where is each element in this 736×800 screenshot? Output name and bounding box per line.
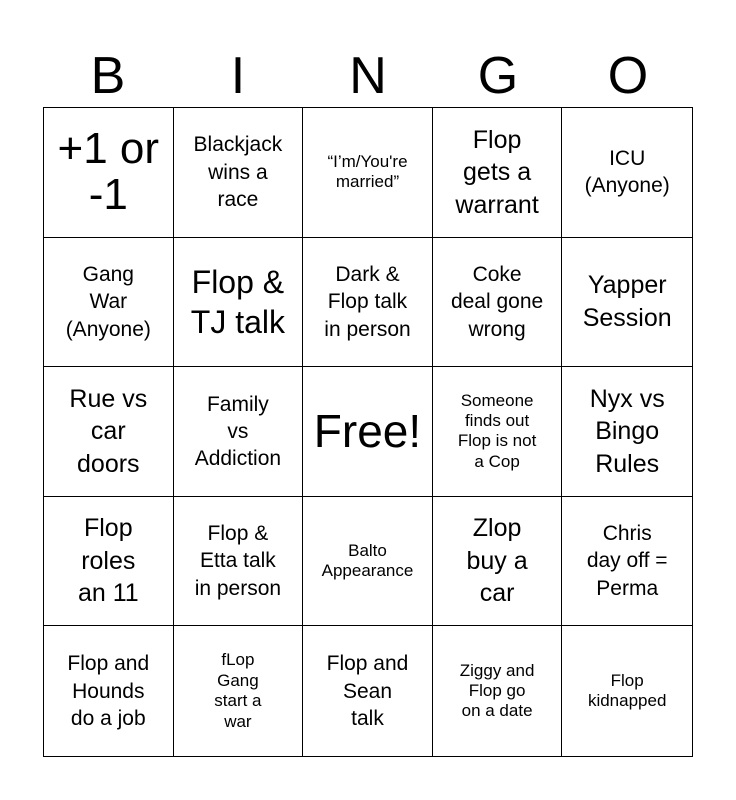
cell-text: Flop and Sean talk <box>326 652 409 730</box>
bingo-cell-r3-c4[interactable] <box>433 367 563 497</box>
cell-text: Chris day off = Perma <box>586 522 668 600</box>
bingo-cell-r2-c3[interactable] <box>303 238 433 368</box>
bingo-cell-free[interactable] <box>303 367 433 497</box>
bingo-cell-r1-c3[interactable] <box>303 108 433 238</box>
cell-text: ICU (Anyone) <box>584 147 670 198</box>
cell-text: Flop & TJ talk <box>190 263 285 340</box>
bingo-board <box>43 107 693 757</box>
cell-text: fLop Gang start a war <box>214 650 262 731</box>
bingo-cell-r4-c5[interactable] <box>562 497 692 627</box>
bingo-cell-r2-c2[interactable] <box>174 238 304 368</box>
cell-text: Flop roles an 11 <box>77 514 139 608</box>
bingo-cell-r4-c2[interactable] <box>174 497 304 627</box>
cell-text: Zlop buy a car <box>466 514 528 608</box>
cell-text: Dark & Flop talk in person <box>324 262 411 341</box>
cell-text: Someone finds out Flop is not a Cop <box>457 390 537 471</box>
bingo-cell-r5-c3[interactable] <box>303 626 433 756</box>
cell-text: Yapper Session <box>582 271 672 332</box>
header-letter-i: I <box>230 47 246 105</box>
bingo-cell-r5-c5[interactable] <box>562 626 692 756</box>
header-letter-n: N <box>349 47 387 105</box>
bingo-cell-r2-c4[interactable] <box>433 238 563 368</box>
bingo-cell-r5-c4[interactable] <box>433 626 563 756</box>
cell-text: Ziggy and Flop go on a date <box>459 660 535 721</box>
bingo-cell-r1-c5[interactable] <box>562 108 692 238</box>
cell-text: “I’m/You're married” <box>327 151 408 192</box>
bingo-cell-r4-c4[interactable] <box>433 497 563 627</box>
bingo-header <box>43 44 693 108</box>
bingo-cell-r1-c1[interactable] <box>44 108 174 238</box>
bingo-cell-r3-c5[interactable] <box>562 367 692 497</box>
header-letter-b: B <box>90 47 126 105</box>
bingo-cell-r1-c2[interactable] <box>174 108 304 238</box>
header-letter-g: G <box>477 47 519 105</box>
cell-text: Coke deal gone wrong <box>450 262 544 341</box>
bingo-cell-r2-c5[interactable] <box>562 238 692 368</box>
cell-text: Gang War (Anyone) <box>65 262 151 341</box>
bingo-cell-r4-c1[interactable] <box>44 497 174 627</box>
bingo-cell-r4-c3[interactable] <box>303 497 433 627</box>
bingo-cell-r2-c1[interactable] <box>44 238 174 368</box>
cell-text: Flop kidnapped <box>587 670 667 711</box>
free-space-text: Free! <box>313 404 422 457</box>
cell-text: Balto Appearance <box>321 540 414 581</box>
cell-text: Rue vs car doors <box>69 384 148 478</box>
cell-text: Nyx vs Bingo Rules <box>589 384 665 478</box>
bingo-cell-r5-c2[interactable] <box>174 626 304 756</box>
cell-text: +1 or -1 <box>57 124 160 220</box>
cell-text: Flop gets a warrant <box>455 125 539 219</box>
cell-text: Flop and Hounds do a job <box>67 652 150 730</box>
bingo-cell-r3-c1[interactable] <box>44 367 174 497</box>
cell-text: Flop & Etta talk in person <box>194 522 282 600</box>
cell-text: Blackjack wins a race <box>193 133 283 211</box>
bingo-cell-r1-c4[interactable] <box>433 108 563 238</box>
cell-text: Family vs Addiction <box>194 392 282 471</box>
bingo-cell-r5-c1[interactable] <box>44 626 174 756</box>
header-letter-o: O <box>607 47 649 105</box>
bingo-cell-r3-c2[interactable] <box>174 367 304 497</box>
